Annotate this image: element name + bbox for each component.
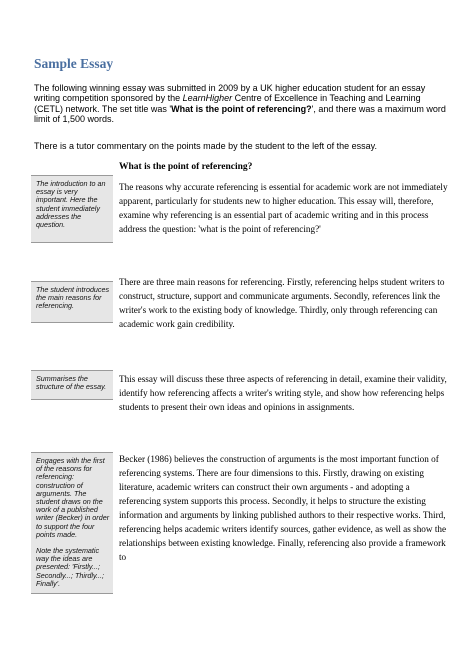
commentary-text: Summarises the structure of the essay. (36, 374, 107, 392)
essay-paragraph: Becker (1986) believes the construction of arguments is the most important function of referencing systems. There are four dimensions to this. Firstly, drawing on existing literature, academic writers can construct their own arguments - and adopting a referencing system supports this process. Secondly, it helps to structure the existing information and arguments by linking published authors to their respective works. Third, referencing helps academic writers identify sources, gather evidence, as well as show the relationships between existing knowledge. Finally, referencing also provide a framework to (119, 454, 447, 562)
essay-paragraph: This essay will discuss these three aspects of referencing in detail, examine their validity, identify how referencing affects a writer's writing style, and show how referencing helps students to present their own ideas and opinions in assignments. (119, 374, 447, 412)
essay-heading: What is the point of referencing? (119, 162, 253, 172)
commentary-box (31, 452, 113, 594)
commentary-box (31, 281, 113, 323)
commentary-box (31, 175, 113, 243)
commentary-text: Engages with the first of the reasons for referencing: construction of arguments. The student draws on the work of a published writer (Becker) in order to support the four points made. (36, 456, 110, 539)
essay-paragraph: The reasons why accurate referencing is essential for academic work are not immediately apparent, particularly for students new to higher education. This essay will, therefore, examine why referencing is an essential part of academic writing and in this process address the question: 'what is the point of referencing?' (119, 182, 448, 234)
intro-paragraph (34, 83, 446, 125)
intro-text-1: The following winning essay was submitted in 2009 by a UK higher education student for an essay writing competition sponsored by the (34, 83, 426, 104)
intro-text-2: Centre of Excellence in Teaching and Learning (CETL) network. The set title was ' (34, 93, 421, 114)
commentary-text: The student introduces the main reasons for referencing. (36, 285, 110, 311)
essay-title-quote: What is the point of referencing? (171, 103, 312, 114)
essay-paragraph: There are three main reasons for referencing. Firstly, referencing helps student writers to construct, structure, support and communicate arguments. Secondly, references link the writer's work to the existing body of knowledge. Thirdly, only through referencing can academic work gain credibility. (119, 277, 445, 329)
tutor-note: There is a tutor commentary on the points made by the student to the left of the essay. (34, 141, 378, 151)
commentary-box (31, 370, 113, 400)
sponsor-name: LearnHigher (182, 93, 233, 104)
intro-text-3: ', and there was a maximum word limit of 1,500 words. (34, 103, 446, 125)
document-title: Sample Essay (34, 56, 114, 71)
commentary-text: The introduction to an essay is very important. Here the student immediately addresses the question. (36, 179, 106, 230)
commentary-text: Note the systematic way the ideas are presented: 'Firstly...; Secondly...; Thirdly...; Finally'. (36, 546, 105, 588)
